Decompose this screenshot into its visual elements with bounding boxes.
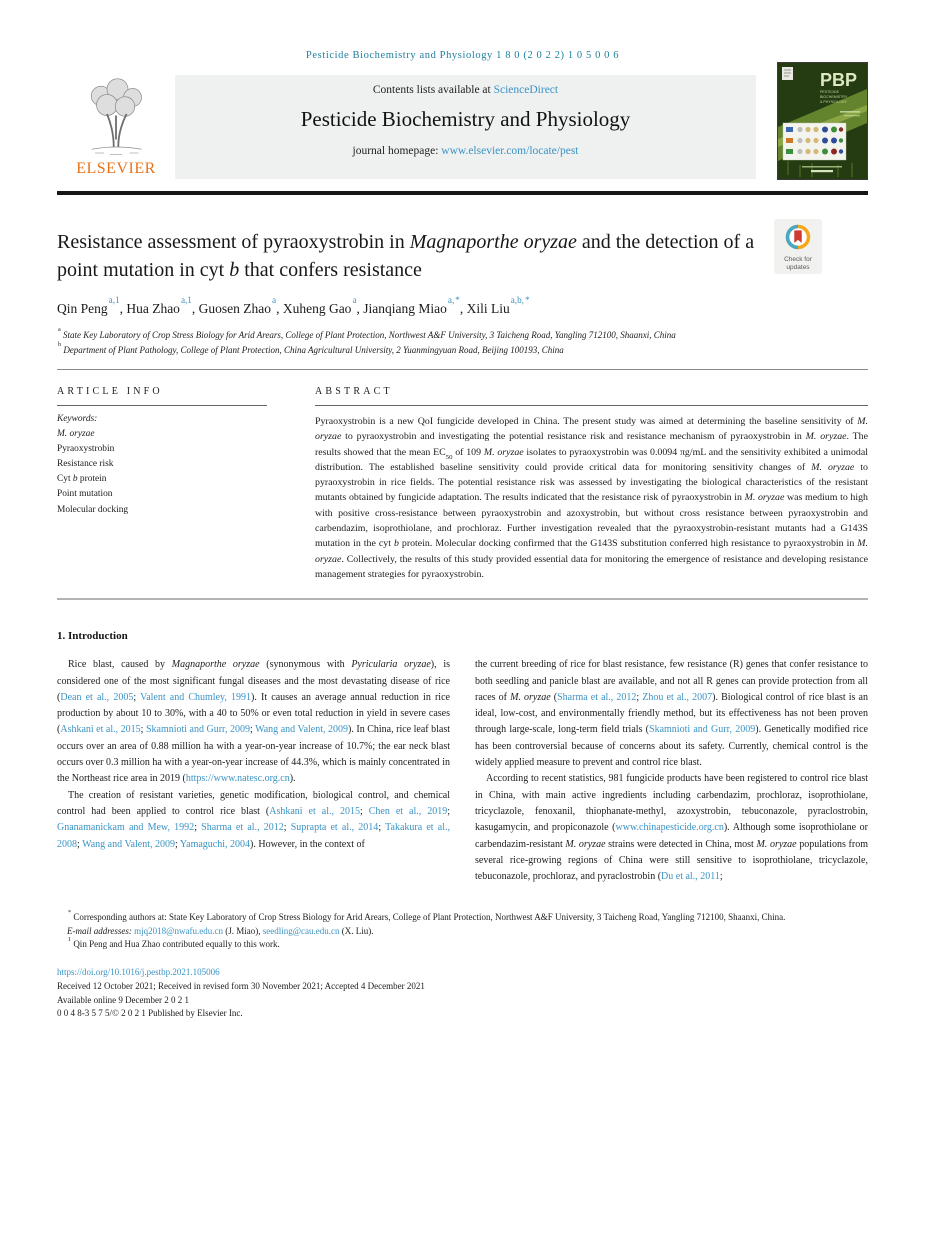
inline-link[interactable]: https://www.natesc.org.cn — [185, 773, 290, 785]
doi-link[interactable]: https://doi.org/10.1016/j.pestbp.2021.105006 — [57, 966, 220, 977]
inline-link[interactable]: Zhou et al., 2007 — [642, 691, 713, 703]
affiliation: $^a$ State Key Laboratory of Crop Stress Biology for Arid Arears, College of Plant Protection, Northwest A&F University, 3 Taicheng Road, Yangling 712100, Shaanxi, China — [58, 327, 676, 340]
body-paragraph: The creation of resistant varieties, genetic modification, biological control, and chemical control had been applied to control rice blast (Ashkani et al., 2015; Chen et al., 2019; Gnanamanickam and Mew, 1992; Sharma et al., 2012; Suprapta et al., 2014; Takakura et al., 2008; Wang and Valent, 2009; Yamaguchi, 2004). However, in the context of — [57, 789, 451, 850]
inline-link[interactable]: Wang and Valent, 2009 — [255, 724, 349, 736]
body-paragraph: the current breeding of rice for blast resistance, few resistance (R) genes that confer resistance to both seedling and panicle blast are available, and not all R genes can provide protection from all races of M. oryzae (Sharma et al., 2012; Zhou et al., 2007). Biological control of rice blast is an ideal, low-cost, and environmentally friendly method, but its effectiveness has not been proven through large-scale, long-term field trials (Skamnioti and Gurr, 2009). Genetically modified rice has been controversial because of concerns about its safety. Currently, chemical control is the widely applied measure to prevent and control rice blast. — [475, 659, 868, 769]
article-info-rule — [57, 405, 267, 406]
affiliations — [57, 329, 868, 356]
keyword: Point mutation — [57, 489, 113, 500]
inline-link[interactable]: Du et al., 2011 — [661, 871, 720, 883]
inline-link[interactable]: Wang and Valent, 2009 — [82, 838, 175, 850]
cover-line3: & PHYSIOLOGY — [820, 100, 847, 104]
contents-line — [175, 84, 756, 96]
received-dates: Received 12 October 2021; Received in revised form 30 November 2021; Accepted 4 December 2021 — [57, 980, 425, 991]
abstract-heading: ABSTRACT — [315, 386, 393, 397]
section-divider — [57, 598, 868, 600]
inline-link[interactable]: Ashkani et al., 2015 — [269, 805, 360, 817]
inline-link[interactable]: * — [455, 295, 460, 306]
abstract-column — [315, 377, 868, 582]
inline-link[interactable]: Gnanamanickam and Mew, 1992 — [57, 822, 195, 834]
elsevier-tree-icon — [73, 75, 159, 159]
elsevier-logo[interactable] — [57, 75, 175, 179]
crossmark-icon — [784, 223, 812, 251]
abstract-text: Pyraoxystrobin is a new QoI fungicide developed in China. The present study was aimed at determining the baseline sensitivity of M. oryzae to pyraoxystrobin and investigating the potential resistance risk and resistance mechanism of pyraoxystrobin in M. oryzae. The results showed that the mean $EC_{50}$ of 109 M. oryzae isolates to pyraoxystrobin was 0.0094 πg/mL and the sensitivity exhibited a unimodal distribution. The established baseline sensitivity could provide critical data for monitoring sensitivity changes of M. oryzae to pyraoxystrobin in rice fields. The potential resistance risk was assessed by investigating the biological characteristics of the resistant mutants obtained by fungicide adaptation. The results indicated that the resistance risk of pyraoxystrobin in M. oryzae was medium to high with positive cross-resistance between pyraoxystrobin and azoxystrobin, but without cross resistance between pyraoxystrobin and carbendazim, isoprothiolane, and prochloraz. Further investigation revealed that the pyraoxystrobin-resistant mutants had a G143S mutation in the cyt b protein. Molecular docking confirmed that the G143S substitution conferred high resistance to pyraoxystrobin in M. oryzae. Collectively, the results of this study provided essential data for monitoring the emergence of resistance and developing resistance management strategies for pyraoxystrobin. — [315, 416, 868, 580]
footnotes — [57, 911, 868, 952]
intro-left-column — [57, 657, 450, 885]
inline-link[interactable]: Takakura et al., 2008 — [57, 822, 450, 850]
badge-label-line1: Check for — [784, 256, 812, 263]
keyword: Resistance risk — [57, 459, 114, 470]
article-info-column — [57, 377, 267, 582]
keyword: Cyt b protein — [57, 474, 107, 485]
inline-link[interactable]: mjq2018@nwafu.edu.cn — [134, 925, 223, 936]
homepage-line — [175, 145, 756, 157]
available-online: Available online 9 December 2 0 2 1 — [57, 994, 190, 1005]
body-paragraph: According to recent statistics, 981 fungicide products have been registered to control rice blast in China, with main active ingredients including carbendazim, prochloraz, isoprothiolane, tricyclazole, fenoxanil, thiophanate-methyl, azoxystrobin, tebuconazole, pyraclostrobin, kasugamycin, and propiconazole (www.chinapesticide.org.cn). Although some isoprothiolane or carbendazim-resistant M. oryzae strains were detected in China, most M. oryzae populations from several rice-growing regions of China were still sensitive to isoprothiolane, tricyclazole, tebuconazole, prochloraz, and pyraclostrobin (Du et al., 2011; — [475, 773, 868, 883]
intro-right-column — [475, 657, 868, 885]
inline-link[interactable]: Ashkani et al., 2015 — [60, 724, 141, 736]
footnote-line: * Corresponding authors at: State Key Laboratory of Crop Stress Biology for Arid Arears, College of Plant Protection, Northwest A&F University, 3 Taicheng Road, Yangling 712100, Shaanxi, China. — [68, 909, 786, 923]
info-divider — [57, 369, 868, 370]
journal-title: Pesticide Biochemistry and Physiology — [300, 107, 631, 131]
article-title: Resistance assessment of pyraoxystrobin in Magnaporthe oryzae and the detection of a point mutation in cyt b that confers resistance — [57, 231, 755, 281]
body-columns — [57, 657, 868, 885]
inline-link[interactable]: www.chinapesticide.org.cn — [615, 822, 724, 834]
journal-reference: Pesticide Biochemistry and Physiology 1 8 0 (2 0 2 2) 1 0 5 0 0 6 — [305, 50, 620, 61]
inline-link[interactable]: Sharma et al., 2012 — [557, 691, 637, 703]
journal-header — [57, 70, 868, 179]
body-paragraph: Rice blast, caused by Magnaporthe oryzae (synonymous with Pyricularia oryzae), is considered one of the most significant fungal diseases and the most devastating disease of rice (Dean et al., 2005; Valent and Chumley, 1991). It causes an average annual reduction in rice production by about 10 to 30%, with a 40 to 50% or even total reduction in yield in severe cases (Ashkani et al., 2015; Skamnioti and Gurr, 2009; Wang and Valent, 2009). In China, rice leaf blast occurs over an area of 0.88 million ha with a year-on-year increase of 10.7%; the ear neck blast occurs over 0.3 million ha with a year-on-year increase of 44.3%, which is mainly concentrated in the Northeast rice area in 2019 (https://www.natesc.org.cn). — [57, 659, 450, 785]
inline-link[interactable]: Dean et al., 2005 — [60, 691, 134, 703]
abstract-rule — [315, 405, 868, 406]
header-divider — [57, 191, 868, 195]
inline-link[interactable]: * — [524, 295, 530, 306]
elsevier-wordmark: ELSEVIER — [76, 160, 156, 177]
cover-title: PBP — [820, 70, 858, 90]
footnote-line: $^1$ Qin Peng and Hua Zhao contributed equally to this work. — [68, 936, 280, 950]
article-info-heading: ARTICLE INFO — [57, 386, 163, 397]
title-block — [57, 229, 868, 284]
sciencedirect-link[interactable]: ScienceDirect — [493, 84, 559, 96]
check-for-updates-badge[interactable] — [774, 219, 822, 274]
inline-link[interactable]: seedling@cau.edu.cn — [262, 925, 340, 936]
cover-line2: BIOCHEMISTRY — [820, 95, 848, 99]
keyword: Pyraoxystrobin — [57, 444, 115, 455]
affiliation: $^b$ Department of Plant Pathology, College of Plant Protection, China Agricultural University, 2 Yuanmingyuan Road, Beijing 100193, China — [58, 341, 564, 355]
inline-link[interactable]: Valent and Chumley, 1991 — [140, 691, 252, 703]
info-abstract-block — [57, 377, 868, 582]
contents-prefix: Contents lists available at — [372, 84, 494, 96]
footnote-line: E-mail addresses: mjq2018@nwafu.edu.cn (J. Miao), seedling@cau.edu.cn (X. Liu). — [67, 925, 374, 936]
homepage-prefix: journal homepage: — [352, 145, 442, 157]
keyword: M. oryzae — [57, 429, 95, 440]
journal-masthead-box — [175, 75, 756, 179]
journal-cover-thumbnail[interactable] — [777, 62, 868, 180]
journal-homepage-link[interactable]: www.elsevier.com/locate/pest — [441, 145, 579, 157]
inline-link[interactable]: Suprapta et al., 2014 — [290, 822, 379, 834]
inline-link[interactable]: Skamnioti and Gurr, 2009 — [145, 724, 250, 736]
journal-cover-art — [778, 63, 867, 179]
inline-link[interactable]: Yamaguchi, 2004 — [179, 838, 251, 850]
inline-link[interactable]: Skamnioti and Gurr, 2009 — [649, 724, 756, 736]
inline-link[interactable]: Sharma et al., 2012 — [201, 822, 284, 834]
publication-footer — [57, 966, 868, 1021]
cover-line1: PESTICIDE — [820, 90, 839, 94]
introduction-heading: 1. Introduction — [57, 630, 128, 643]
keyword: Keywords: — [57, 414, 98, 424]
issn-copyright: 0 0 4 8-3 5 7 5/© 2 0 2 1 Published by Elsevier Inc. — [57, 1008, 243, 1019]
inline-link[interactable]: Chen et al., 2019 — [368, 805, 448, 817]
keyword: Molecular docking — [57, 504, 129, 515]
keywords-list — [57, 414, 267, 515]
badge-label-line2: updates — [786, 263, 810, 271]
author-list: Qin Peng$^{a,1}$, Hua Zhao$^{a,1}$, Guosen Zhao$^a$, Xuheng Gao$^a$, Jianqiang Miao$^{a,*}$, Xili Liu$^{a,b,*}$ — [57, 295, 530, 316]
